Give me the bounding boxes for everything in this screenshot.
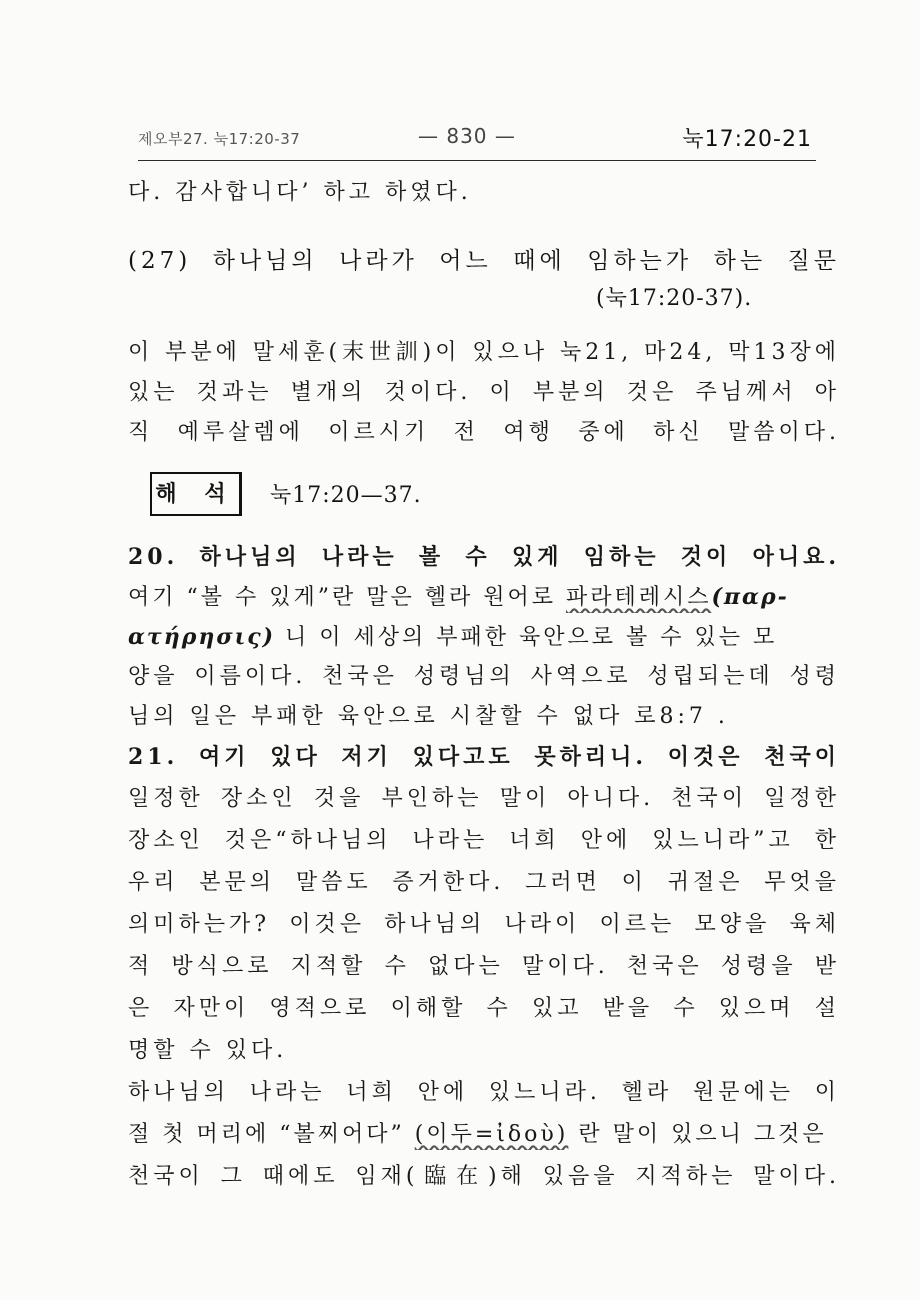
closing-line-3: 천국이 그 때에도 임재(臨在)해 있음을 지적하는 말이다.: [128, 1164, 840, 1189]
verse-20-line-2-text: 니 이 세상의 부패한 육안으로 볼 수 있는 모: [275, 625, 778, 650]
closing-line-1: 하나님의 나라는 너희 안에 있느니라. 헬라 원문에는 이: [128, 1080, 840, 1105]
section-27-heading: (27) 하나님의 나라가 어느 때에 임하는가 하는 질문: [128, 248, 840, 274]
verse-20-line-2: [128, 622, 840, 653]
section-27-reference: (눅17:20-37).: [596, 286, 753, 311]
section-27-para-line-3: 직 예루살렘에 이르시기 전 여행 중에 하신 말씀이다.: [128, 420, 840, 445]
verse-21-line-3: 우리 본문의 말씀도 증거한다. 그러면 이 귀절은 무엇을: [128, 870, 840, 895]
verse-21-line-5: 적 방식으로 지적할 수 없다는 말이다. 천국은 성령을 받: [128, 954, 840, 979]
verse-20-line-3: 양을 이름이다. 천국은 성령님의 사역으로 성립되는데 성령: [128, 664, 840, 689]
section-27-para-line-2: 있는 것과는 별개의 것이다. 이 부분의 것은 주님께서 아: [128, 380, 840, 405]
verse-21-line-1: 일정한 장소인 것을 부인하는 말이 아니다. 천국이 일정한: [128, 786, 840, 811]
verse-20-line-4: 님의 일은 부패한 육안으로 시찰할 수 없다 로8:7 .: [128, 704, 729, 729]
verse-21-line-2: 장소인 것은“하나님의 나라는 너희 안에 있느니라”고 한: [128, 828, 840, 853]
verse-20-line-1-text: 여기 “볼 수 있게”란 말은 헬라 원어로: [128, 585, 566, 610]
closing-line-2: [128, 1120, 840, 1150]
running-head: [138, 120, 816, 161]
page-number: — 830 —: [418, 124, 516, 148]
running-head-section: 제오부27. 눅17:20-37: [138, 130, 301, 148]
section-27-para-line-1: 이 부분에 말세훈(末世訓)이 있으나 눅21, 마24, 막13장에: [128, 340, 840, 365]
greek-term-part-1: (παρ-: [711, 584, 789, 610]
verse-21-title: 21. 여기 있다 저기 있다고도 못하리니. 이것은 천국이: [128, 744, 840, 770]
verse-21-line-7: 명할 수 있다.: [128, 1038, 288, 1063]
greek-term-transliteration: 파라테레시스: [565, 585, 712, 610]
running-head-reference: 눅17:20-21: [682, 127, 812, 152]
closing-line-2-text-b: 란 말이 있으니 그것은: [568, 1122, 827, 1147]
verse-21-line-4: 의미하는가? 이것은 하나님의 나라이 이르는 모양을 육체: [128, 912, 840, 937]
closing-line-2-text-a: 절 첫 머리에 “볼찌어다”: [128, 1122, 415, 1147]
interpretation-reference: 눅17:20—37.: [270, 483, 422, 508]
interpretation-label-box: 해 석: [150, 472, 242, 516]
verse-21-line-6: 은 자만이 영적으로 이해할 수 있고 받을 수 있으며 설: [128, 996, 840, 1021]
greek-term-part-2: ατήρησις): [128, 624, 276, 650]
intro-line: 다. 감사합니다’ 하고 하였다.: [128, 180, 472, 205]
verse-20-line-1: [128, 582, 840, 613]
greek-term-idou: (이두=ἰδοὺ): [414, 1122, 569, 1147]
verse-20-title: 20. 하나님의 나라는 볼 수 있게 임하는 것이 아니요.: [128, 544, 840, 570]
